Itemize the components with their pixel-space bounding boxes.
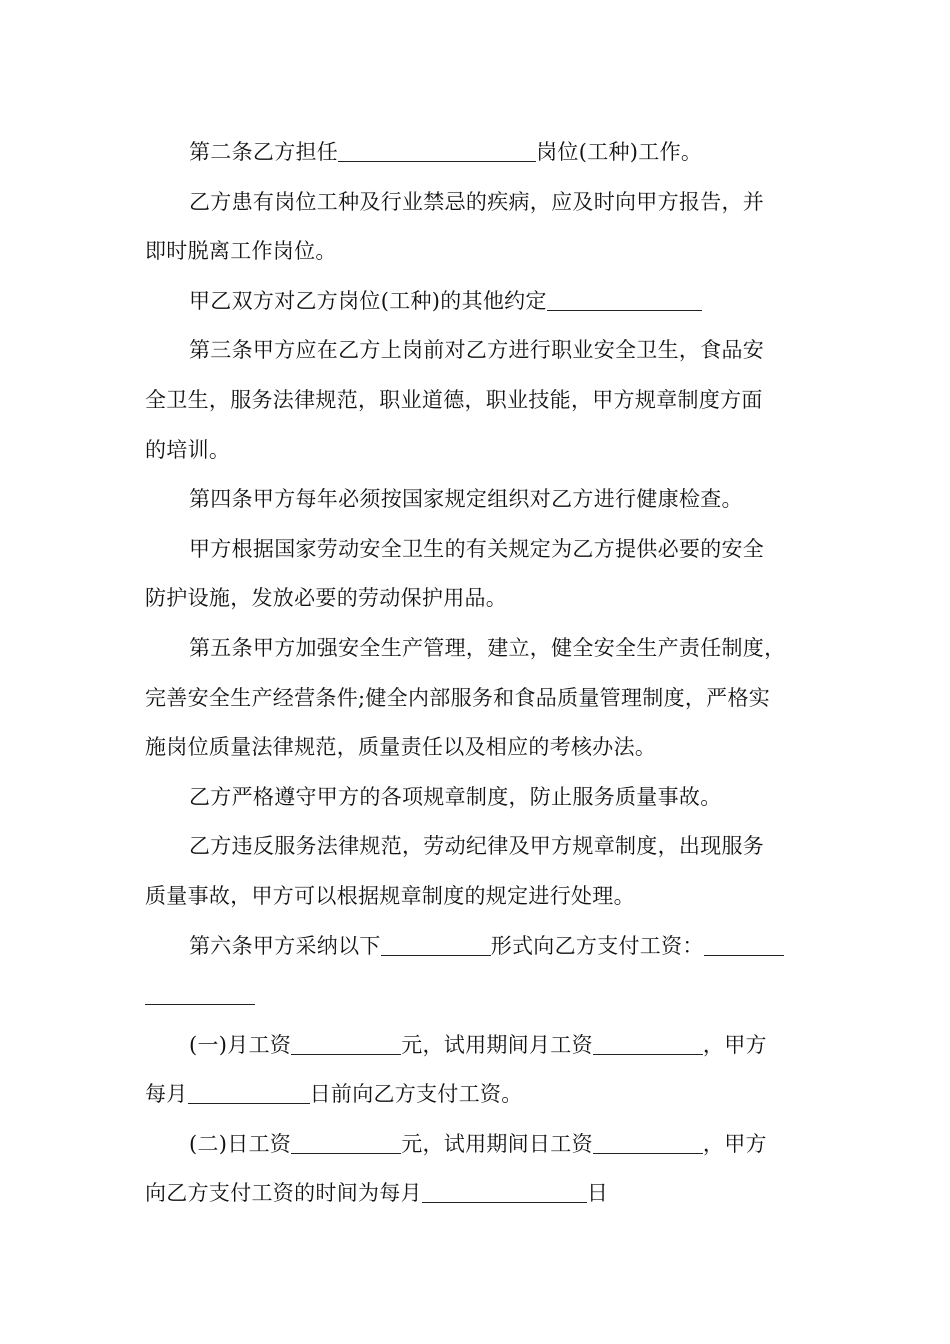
position-blank[interactable]: [338, 139, 536, 162]
clause-6-text-mid: 形式向乙方支付工资：: [490, 933, 704, 958]
clause-4-para2-line1: 甲方根据国家劳动安全卫生的有关规定为乙方提供必要的安全: [189, 536, 765, 561]
item-1-line2: [145, 1070, 810, 1120]
clause-6-line2: [145, 971, 810, 1021]
item-2-line2: [145, 1169, 810, 1219]
contract-page: [145, 128, 810, 1219]
clause-2-para2-line1: 乙方患有岗位工种及行业禁忌的疾病，应及时向甲方报告，并: [189, 189, 765, 214]
payment-method-blank-cont[interactable]: [145, 982, 255, 1005]
payment-form-blank[interactable]: [381, 932, 491, 955]
clause-2-text: 第二条乙方担任: [189, 140, 339, 164]
probation-daily-wage-blank[interactable]: [593, 1131, 703, 1154]
clause-5-para2-line: 乙方严格遵守甲方的各项规章制度，防止服务质量事故。: [189, 784, 722, 809]
other-agreement-blank[interactable]: [547, 288, 702, 311]
other-agreement-label: 甲乙双方对乙方岗位(工种)的其他约定: [189, 288, 547, 313]
clause-2-para2-line2: 即时脱离工作岗位。: [145, 239, 337, 264]
daily-pay-day-blank[interactable]: [422, 1180, 587, 1203]
clause-4-para2-line2: 防护设施，发放必要的劳动保护用品。: [145, 586, 508, 611]
item-2-line2-label: 向乙方支付工资的时间为每月: [145, 1181, 422, 1206]
clause-6-text: 第六条甲方采纳以下: [189, 933, 381, 958]
clause-3-line3: 的培训。: [145, 437, 231, 462]
item-2-line2-end: 日: [586, 1181, 609, 1206]
item-1-label: (一)月工资: [189, 1032, 292, 1057]
daily-wage-blank[interactable]: [291, 1131, 401, 1154]
clause-2-line: [145, 128, 810, 178]
probation-monthly-wage-blank[interactable]: [593, 1032, 703, 1055]
clause-6-line1: [145, 922, 810, 972]
clause-3-line2: 全卫生，服务法律规范，职业道德，职业技能，甲方规章制度方面: [145, 387, 763, 412]
clause-5-line1: 第五条甲方加强安全生产管理，建立，健全安全生产责任制度，: [189, 635, 786, 660]
item-2-text-end: ，甲方: [702, 1131, 767, 1156]
clause-5-para3-line1: 乙方违反服务法律规范，劳动纪律及甲方规章制度，出现服务: [189, 834, 765, 859]
item-1-line2-end: 日前向乙方支付工资。: [309, 1082, 523, 1107]
payment-method-blank[interactable]: [704, 932, 784, 955]
item-1-line2-label: 每月: [145, 1082, 188, 1107]
clause-5-para3-line2: 质量事故，甲方可以根据规章制度的规定进行处理。: [145, 883, 635, 908]
clause-3-line1: 第三条甲方应在乙方上岗前对乙方进行职业安全卫生，食品安: [189, 338, 765, 363]
item-1-text-end: ，甲方: [702, 1032, 767, 1057]
clause-5-line2: 完善安全生产经营条件;健全内部服务和食品质量管理制度，严格实: [145, 685, 771, 710]
item-2-line1: [145, 1120, 810, 1170]
item-1-text-mid: 元，试用期间月工资: [401, 1032, 593, 1057]
item-1-line1: [145, 1021, 810, 1071]
clause-2-para3-line: [145, 277, 810, 327]
monthly-pay-day-blank[interactable]: [188, 1081, 310, 1104]
clause-2-text-end: 岗位(工种)工作。: [536, 140, 703, 164]
item-2-text-mid: 元，试用期间日工资: [401, 1131, 593, 1156]
clause-5-line3: 施岗位质量法律规范，质量责任以及相应的考核办法。: [145, 735, 657, 760]
monthly-wage-blank[interactable]: [291, 1032, 401, 1055]
clause-4-line1: 第四条甲方每年必须按国家规定组织对乙方进行健康检查。: [189, 487, 743, 512]
item-2-label: (二)日工资: [189, 1131, 292, 1156]
